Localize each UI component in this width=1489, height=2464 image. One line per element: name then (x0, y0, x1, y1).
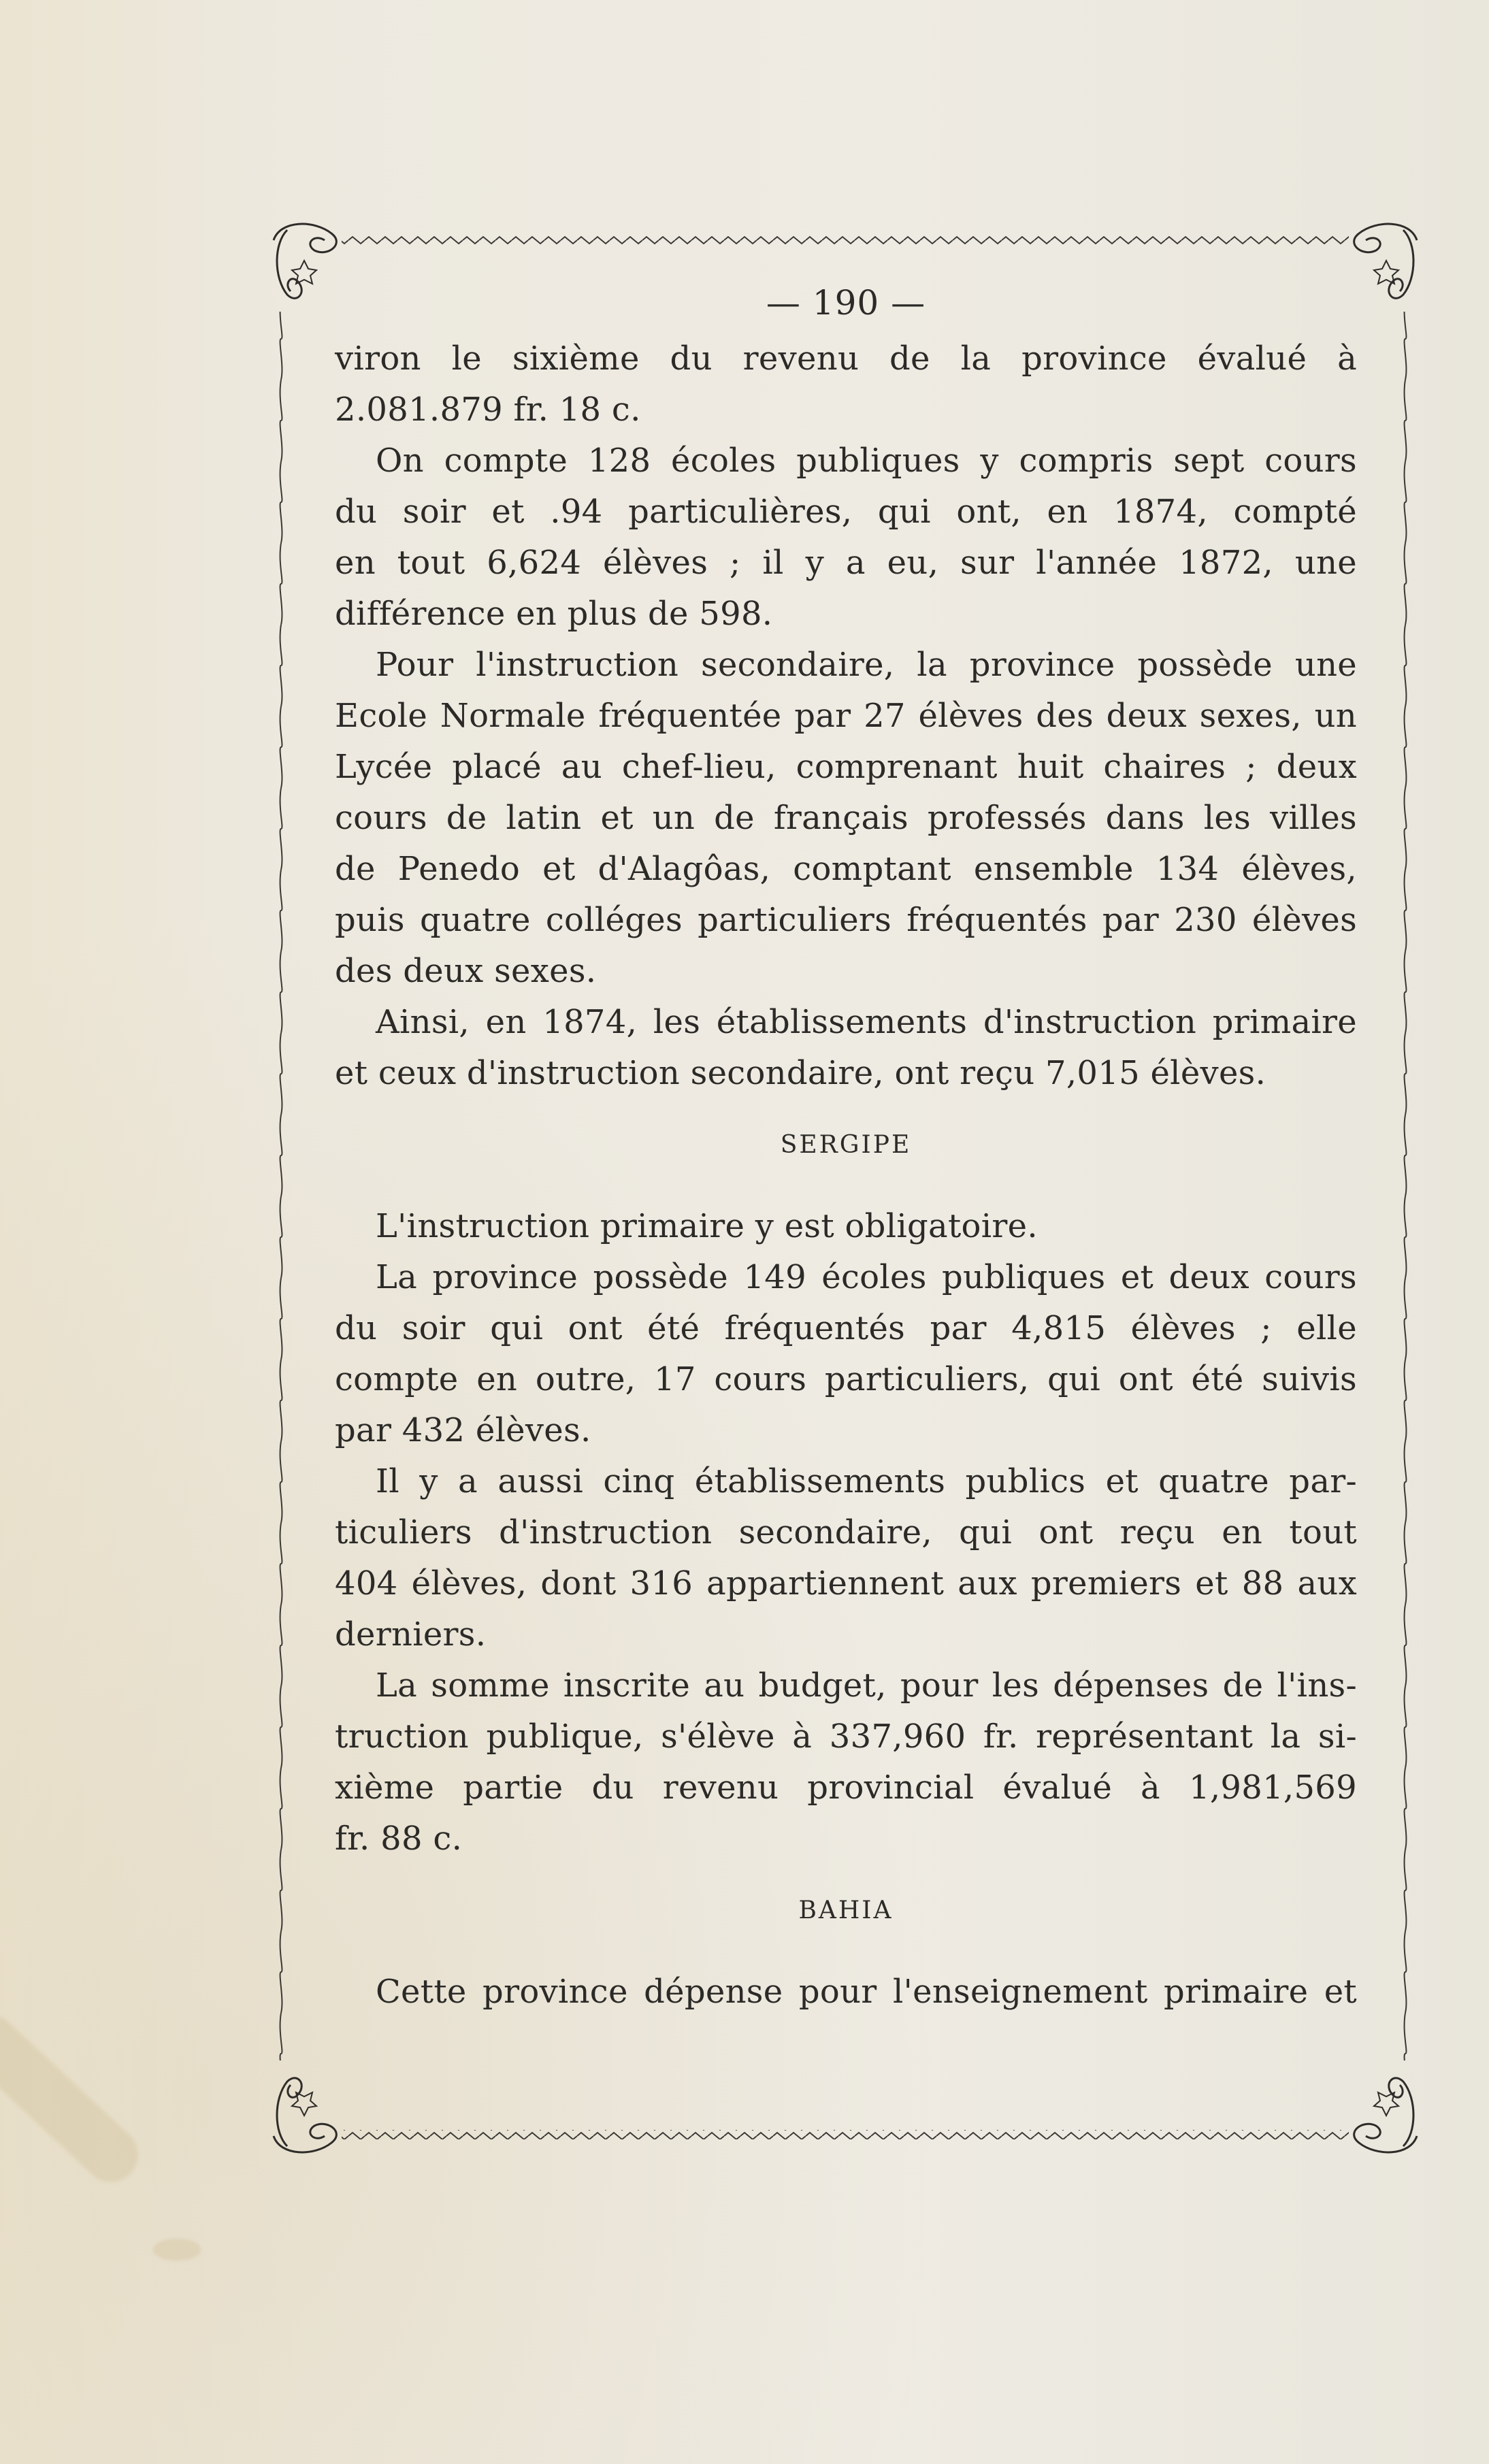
paper-stain (0, 2014, 149, 2193)
paragraph (335, 1456, 1357, 1660)
paper-stain-small (153, 2239, 201, 2261)
paragraph (335, 640, 1357, 997)
text-line: par 432 élèves. (335, 1411, 591, 1449)
text-line: en tout 6,624 élèves ; il y a eu, sur l'année 1872, une (335, 544, 1357, 582)
text-line: différence en plus de 598. (335, 595, 773, 633)
paragraph (335, 1201, 1357, 1252)
paragraph (335, 436, 1357, 640)
corner-flourish-bottom-right (1354, 2078, 1417, 2152)
paragraph (335, 1660, 1357, 1865)
text-line: Lycée placé au chef-lieu, comprenant huit chaires ; deux (335, 748, 1357, 786)
paragraph (335, 1967, 1357, 2018)
text-line: L'instruction primaire y est obligatoire. (376, 1207, 1038, 1245)
text-line: On compte 128 écoles publiques y compris sept cours (376, 442, 1357, 480)
text-line: puis quatre colléges particuliers fréquentés par 230 élèves (335, 901, 1357, 939)
text-line: Cette province dépense pour l'enseignement primaire et (376, 1973, 1357, 2011)
text-line: cours de latin et un de français professés dans les villes (335, 799, 1357, 837)
text-line: Ainsi, en 1874, les établissements d'instruction primaire (376, 1003, 1357, 1041)
text-line: truction publique, s'élève à 337,960 fr. représentant la si- (335, 1718, 1357, 1756)
corner-flourish-top-left (274, 224, 336, 298)
text-line: et ceux d'instruction secondaire, ont reçu 7,015 élèves. (335, 1054, 1266, 1092)
text-line: Ecole Normale fréquentée par 27 élèves des deux sexes, un (335, 697, 1357, 735)
text-line: La somme inscrite au budget, pour les dépenses de l'ins- (376, 1666, 1357, 1705)
text-line: du soir qui ont été fréquentés par 4,815 élèves ; elle (335, 1309, 1357, 1347)
section-heading-sergipe: SERGIPE (780, 1131, 912, 1159)
text-line: Il y a aussi cinq établissements publics et quatre par- (376, 1462, 1357, 1500)
text-line: 404 élèves, dont 316 appartiennent aux premiers et 88 aux (335, 1564, 1357, 1603)
paragraph (335, 333, 1357, 436)
corner-flourish-bottom-left (274, 2078, 336, 2152)
section-heading-bahia: BAHIA (798, 1896, 894, 1924)
text-line: Pour l'instruction secondaire, la province possède une (376, 646, 1357, 684)
corner-flourish-top-right (1354, 224, 1417, 298)
text-line: ticuliers d'instruction secondaire, qui ont reçu en tout (335, 1513, 1357, 1551)
text-line: des deux sexes. (335, 952, 597, 990)
text-line: 2.081.879 fr. 18 c. (335, 391, 641, 429)
paragraph (335, 997, 1357, 1099)
text-line: xième partie du revenu provincial évalué à 1,981,569 (335, 1769, 1357, 1807)
page-number: — 190 — (766, 283, 926, 323)
text-line: compte en outre, 17 cours particuliers, qui ont été suivis (335, 1360, 1357, 1398)
text-line: La province possède 149 écoles publiques et deux cours (376, 1258, 1357, 1296)
text-block (335, 272, 1357, 2018)
text-line: viron le sixième du revenu de la province évalué à (335, 340, 1357, 378)
text-line: fr. 88 c. (335, 1820, 463, 1858)
text-line: du soir et .94 particulières, qui ont, en 1874, compté (335, 493, 1357, 531)
text-line: de Penedo et d'Alagôas, comptant ensemble 134 élèves, (335, 850, 1357, 888)
text-line: derniers. (335, 1615, 487, 1654)
paragraph (335, 1252, 1357, 1456)
